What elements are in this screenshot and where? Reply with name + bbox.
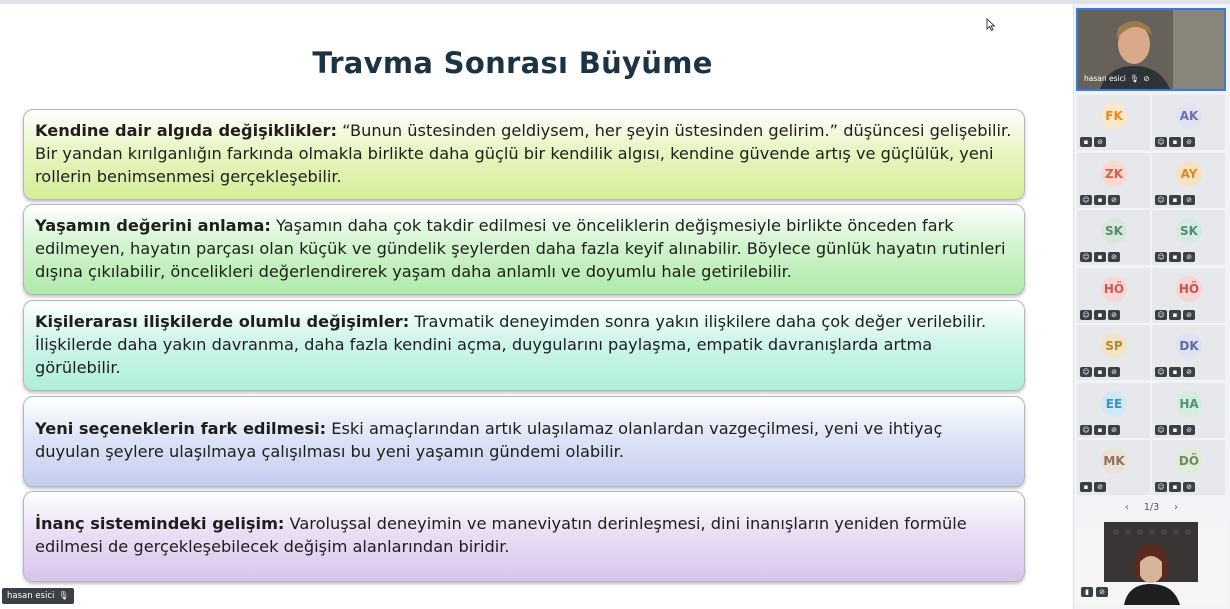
participant-tile[interactable] bbox=[1152, 325, 1225, 380]
speaker-name-tag bbox=[2, 588, 74, 604]
growth-box-self-perception bbox=[23, 109, 1025, 200]
pager-next-button[interactable]: › bbox=[1174, 502, 1178, 513]
reaction-icon: ☺ bbox=[1080, 195, 1092, 205]
mic-muted-icon: ⊘ bbox=[1108, 195, 1120, 205]
reaction-icon: ☺ bbox=[1155, 195, 1167, 205]
participant-status-icons bbox=[1080, 482, 1106, 492]
participant-tile[interactable] bbox=[1077, 325, 1150, 380]
reaction-icon: ☺ bbox=[1080, 310, 1092, 320]
camera-off-icon: ▪ bbox=[1094, 425, 1106, 435]
mic-muted-icon: ⊘ bbox=[1108, 367, 1120, 377]
participant-initials: SK bbox=[1176, 218, 1202, 244]
growth-box-life-value bbox=[23, 204, 1025, 295]
participant-initials: AY bbox=[1176, 161, 1202, 187]
reaction-icon: ☺ bbox=[1155, 137, 1167, 147]
camera-off-icon: ▪ bbox=[1094, 252, 1106, 262]
participant-tile[interactable] bbox=[1152, 440, 1225, 495]
participant-initials: MK bbox=[1101, 448, 1127, 474]
participant-tile[interactable] bbox=[1077, 268, 1150, 323]
active-speaker-name: hasan esici bbox=[1084, 74, 1126, 83]
mic-muted-icon: ⊘ bbox=[1183, 482, 1195, 492]
mic-muted-icon: ⊘ bbox=[1183, 252, 1195, 262]
presentation-slide bbox=[0, 4, 1073, 609]
participant-initials: DK bbox=[1176, 333, 1202, 359]
camera-off-icon: ⊘ bbox=[1143, 74, 1150, 83]
participant-tile[interactable] bbox=[1152, 383, 1225, 438]
participant-initials: ZK bbox=[1101, 161, 1127, 187]
slide-title: Travma Sonrası Büyüme bbox=[312, 46, 713, 80]
participant-tile[interactable] bbox=[1077, 383, 1150, 438]
participant-status-icons bbox=[1080, 425, 1120, 435]
reaction-icon: ☺ bbox=[1155, 252, 1167, 262]
signal-icon: ▮ bbox=[1081, 587, 1093, 597]
participant-tile[interactable] bbox=[1152, 268, 1225, 323]
box-heading: İnanç sistemindeki gelişim: bbox=[35, 514, 285, 533]
camera-off-icon: ▪ bbox=[1080, 482, 1092, 492]
speaker-name: hasan esici bbox=[7, 591, 55, 601]
reaction-icon: ☺ bbox=[1155, 482, 1167, 492]
mic-muted-icon: ⊘ bbox=[1183, 195, 1195, 205]
box-heading: Yeni seçeneklerin fark edilmesi: bbox=[35, 419, 327, 438]
pager-prev-button[interactable]: ‹ bbox=[1125, 502, 1129, 513]
mic-muted-icon: ⊘ bbox=[1183, 310, 1195, 320]
participant-initials: FK bbox=[1101, 103, 1127, 129]
participant-status-icons bbox=[1155, 482, 1195, 492]
participant-initials: HÖ bbox=[1176, 276, 1202, 302]
camera-off-icon: ▪ bbox=[1094, 195, 1106, 205]
active-speaker-video[interactable] bbox=[1076, 8, 1226, 91]
participant-status-icons bbox=[1080, 310, 1120, 320]
participant-initials: SK bbox=[1101, 218, 1127, 244]
participant-pager bbox=[1073, 502, 1230, 513]
camera-off-icon: ▪ bbox=[1169, 482, 1181, 492]
box-text: Varoluşsal deneyimin ve maneviyatın derinleşmesi, dini inanışların yeniden formüle edilmesi de gerçekleşebilecek değişim alanlarından biridir. bbox=[35, 514, 967, 556]
participant-status-icons bbox=[1155, 195, 1195, 205]
camera-off-icon: ▪ bbox=[1094, 367, 1106, 377]
participant-status-icons bbox=[1155, 310, 1195, 320]
reaction-icon: ☺ bbox=[1155, 310, 1167, 320]
camera-off-icon: ▪ bbox=[1169, 137, 1181, 147]
participant-initials: HA bbox=[1176, 391, 1202, 417]
participant-tile[interactable] bbox=[1152, 95, 1225, 150]
growth-box-belief-system bbox=[23, 491, 1025, 582]
pager-label: 1/3 bbox=[1143, 502, 1160, 513]
box-text: Yaşamın daha çok takdir edilmesi ve önceliklerin değişmesiyle birlikte önceden fark edilmeyen, hayatın parçası olan küçük ve gündelik şeylerden daha fazla keyif alınabilir. Böylece günlük hayatın rutinleri dışına çıkılabilir, öncelikleri değerlendirerek yaşam daha anlamlı ve doyumlu hale getirilebilir. bbox=[35, 216, 1006, 281]
camera-off-icon: ▪ bbox=[1080, 137, 1092, 147]
participant-initials: SP bbox=[1101, 333, 1127, 359]
mic-muted-icon: ⊘ bbox=[1108, 252, 1120, 262]
participant-status-icons bbox=[1155, 252, 1195, 262]
participant-tile[interactable] bbox=[1152, 210, 1225, 265]
reaction-icon: ☺ bbox=[1155, 367, 1167, 377]
mic-muted-icon: ⊘ bbox=[1094, 482, 1106, 492]
participant-status-icons bbox=[1155, 367, 1195, 377]
camera-off-icon: ▪ bbox=[1169, 425, 1181, 435]
participant-tile[interactable] bbox=[1077, 95, 1150, 150]
box-heading: Kişilerarası ilişkilerde olumlu değişimler: bbox=[35, 312, 410, 331]
mic-muted-icon: ⊘ bbox=[1108, 310, 1120, 320]
camera-off-icon: ▪ bbox=[1169, 252, 1181, 262]
mic-muted-icon: ⊘ bbox=[1183, 425, 1195, 435]
reaction-icon: ☺ bbox=[1155, 425, 1167, 435]
box-text: “Bunun üstesinden geldiysem, her şeyin üstesinden gelirim.” düşüncesi gelişebilir. Bir yandan kırılganlığın farkında olmakla birlikte daha güçlü bir kendilik algısı, kendine güvende artış ve güçlülük, yeni rollerin benimsenmesi gerçekleşebilir. bbox=[35, 121, 1012, 186]
box-text: Travmatik deneyimden sonra yakın ilişkilere daha çok değer verilebilir. İlişkilerde daha yakın davranma, daha fazla kendini açma, duygularını paylaşma, empatik davranışlarda artma görülebilir. bbox=[35, 312, 987, 377]
box-text: Eski amaçlarından artık ulaşılamaz olanlardan vazgeçilmesi, yeni ve ihtiyaç duyulan şeylere ulaşılmaya çalışılması bu yeni yaşamın gündemi olabilir. bbox=[35, 419, 943, 461]
camera-off-icon: ▪ bbox=[1169, 195, 1181, 205]
participant-tile[interactable] bbox=[1077, 440, 1150, 495]
growth-box-relationships bbox=[23, 300, 1025, 391]
participant-tile[interactable] bbox=[1077, 210, 1150, 265]
participant-tile[interactable] bbox=[1077, 153, 1150, 208]
participant-status-icons bbox=[1080, 367, 1120, 377]
mic-icon: 🎙 bbox=[58, 591, 69, 600]
mic-icon: 🎙 bbox=[1129, 74, 1140, 83]
reaction-icon: ☺ bbox=[1080, 367, 1092, 377]
mic-muted-icon: ⊘ bbox=[1094, 137, 1106, 147]
reaction-icon: ☺ bbox=[1080, 252, 1092, 262]
participant-initials: EE bbox=[1101, 391, 1127, 417]
mic-muted-icon: ⊘ bbox=[1183, 367, 1195, 377]
growth-box-new-options bbox=[23, 396, 1025, 487]
reaction-icon: ☺ bbox=[1080, 425, 1092, 435]
participant-status-icons bbox=[1155, 425, 1195, 435]
box-heading: Yaşamın değerini anlama: bbox=[35, 216, 271, 235]
participant-status-icons bbox=[1155, 137, 1195, 147]
mic-muted-icon: ⊘ bbox=[1108, 425, 1120, 435]
camera-off-icon: ▪ bbox=[1169, 367, 1181, 377]
participant-status-icons bbox=[1080, 137, 1106, 147]
mic-muted-icon: ⊘ bbox=[1183, 137, 1195, 147]
participant-status-icons bbox=[1080, 252, 1120, 262]
participant-initials: AK bbox=[1176, 103, 1202, 129]
participant-initials: HÖ bbox=[1101, 276, 1127, 302]
mic-muted-icon[interactable]: ⊘ bbox=[1096, 587, 1108, 597]
box-heading: Kendine dair algıda değişiklikler: bbox=[35, 121, 337, 140]
participant-initials: DÖ bbox=[1176, 448, 1202, 474]
participant-tile[interactable] bbox=[1152, 153, 1225, 208]
active-speaker-label bbox=[1084, 74, 1150, 83]
participant-status-icons bbox=[1080, 195, 1120, 205]
camera-off-icon: ▪ bbox=[1094, 310, 1106, 320]
self-video-controls bbox=[1081, 587, 1108, 597]
camera-off-icon: ▪ bbox=[1169, 310, 1181, 320]
